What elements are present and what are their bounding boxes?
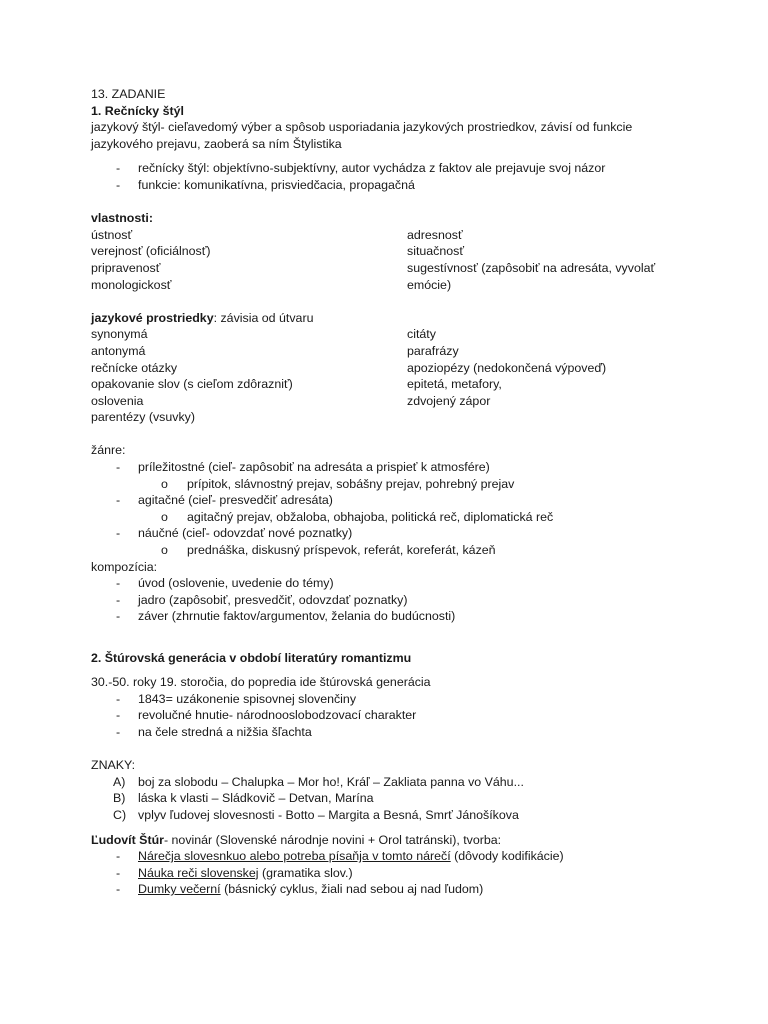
list-item: monologickosť [91,277,172,292]
list-item: emócie) [407,277,452,292]
document-page [91,86,691,898]
intro-line-2: jazykového prejavu, zaoberá sa ním Štylistika [91,136,342,151]
list-item: - funkcie: komunikatívna, prisviedčacia, propagačná [116,177,415,192]
list-item: - rečnícky štýl: objektívno-subjektívny, autor vychádza z faktov ale prejavuje svoj názor [116,161,606,176]
list-item: - jadro (zapôsobiť, presvedčiť, odovzdať poznatky) [116,592,408,607]
list-item: ústnosť [91,227,133,242]
dash-marker: - [116,592,121,607]
section-1-title: 1. Rečnícky štýl [91,103,184,118]
section-2-title: 2. Štúrovská generácia v období literatúry romantizmu [91,650,412,665]
list-item: zdvojený zápor [407,393,491,408]
list-item: parafrázy [407,343,459,358]
prostriedky-columns [91,326,691,426]
prostriedky-left [91,326,407,426]
list-item: - na čele stredná a nižšia šľachta [116,724,312,739]
circle-marker: o [161,543,168,558]
dash-marker: - [116,609,121,624]
vlastnosti-left [91,227,407,293]
list-item: opakovanie slov (s cieľom zdôrazniť) [91,377,293,392]
list-item: - revolučné hnutie- národnooslobodzovací charakter [116,708,417,723]
stur-heading: Ľudovít Štúr- novinár (Slovenské národnje novini + Orol tatránski), tvorba: [91,832,502,847]
dash-marker: - [116,576,121,591]
list-item: - záver (zhrnutie faktov/argumentov, želania do budúcnosti) [116,609,456,624]
circle-marker: o [161,509,168,524]
dash-marker: - [116,177,121,192]
list-item: - úvod (oslovenie, uvedenie do témy) [116,576,334,591]
dash-marker: - [116,708,121,723]
list-item: - Náuka reči slovenskej (gramatika slov.) [116,865,353,880]
list-item: synonymá [91,327,148,342]
dash-marker: - [116,526,121,541]
prostriedky-heading: jazykové prostriedky: závisia od útvaru [91,310,314,325]
section-2-intro: 30.-50. roky 19. storočia, do popredia ide štúrovská generácia [91,675,431,690]
vlastnosti-heading: vlastnosti: [91,211,153,226]
list-item: sugestívnosť (zapôsobiť na adresáta, vyvolať [407,260,656,275]
list-item: - agitačné (cieľ- presvedčiť adresáta) [116,493,333,508]
list-item: - Nárečja slovesnkuo alebo potreba písaňja v tomto nárečí (dôvody kodifikácie) [116,849,564,864]
list-item: rečnícke otázky [91,360,178,375]
list-item: parentézy (vsuvky) [91,410,195,425]
list-item: B) láska k vlasti – Sládkovič – Detvan, Marína [113,791,374,806]
vlastnosti-right [407,227,677,293]
list-item: antonymá [91,343,146,358]
dash-marker: - [116,460,121,475]
znaky-heading: ZNAKY: [91,758,136,773]
dash-marker: - [116,691,121,706]
dash-marker: - [116,865,121,880]
sub-list-item: o prípitok, slávnostný prejav, sobášny prejav, pohrebný prejav [161,476,515,491]
circle-marker: o [161,476,168,491]
list-item: epitetá, metafory, [407,377,502,392]
vlastnosti-columns [91,227,691,293]
letter-marker: A) [113,774,126,789]
list-item: oslovenia [91,393,144,408]
list-item: situačnosť [407,244,464,259]
dash-marker: - [116,882,121,897]
list-item: A) boj za slobodu – Chalupka – Mor ho!, Kráľ – Zakliata panna vo Váhu... [113,774,524,789]
list-item: verejnosť (oficiálnosť) [91,244,211,259]
list-item: - 1843= uzákonenie spisovnej slovenčiny [116,691,357,706]
assignment-number: 13. ZADANIE [91,87,166,101]
list-item: - Dumky večerní (básnický cyklus, žiali nad sebou aj nad ľudom) [116,882,484,897]
dash-marker: - [116,724,121,739]
list-item: pripravenosť [91,260,161,275]
dash-marker: - [116,493,121,508]
list-item: C) vplyv ľudovej slovesnosti - Botto – Margita a Besná, Smrť Jánošíkova [113,807,519,822]
kompozicia-heading: kompozícia: [91,559,158,574]
list-item: citáty [407,327,436,342]
intro-line-1: jazykový štýl- cieľavedomý výber a spôsob usporiadania jazykových prostriedkov, závisí od funkcie [91,120,633,135]
zanre-heading: žánre: [91,443,126,458]
sub-list-item: o prednáška, diskusný príspevok, referát, koreferát, kázeň [161,543,496,558]
list-item: - príležitostné (cieľ- zapôsobiť na adresáta a prispieť k atmosfére) [116,460,490,475]
dash-marker: - [116,161,121,176]
letter-marker: C) [113,807,127,822]
dash-marker: - [116,849,121,864]
list-item: apoziopézy (nedokončená výpoveď) [407,360,607,375]
letter-marker: B) [113,791,126,806]
sub-list-item: o agitačný prejav, obžaloba, obhajoba, politická reč, diplomatická reč [161,509,554,524]
prostriedky-right [407,326,677,426]
list-item: - náučné (cieľ- odovzdať nové poznatky) [116,526,353,541]
list-item: adresnosť [407,227,463,242]
